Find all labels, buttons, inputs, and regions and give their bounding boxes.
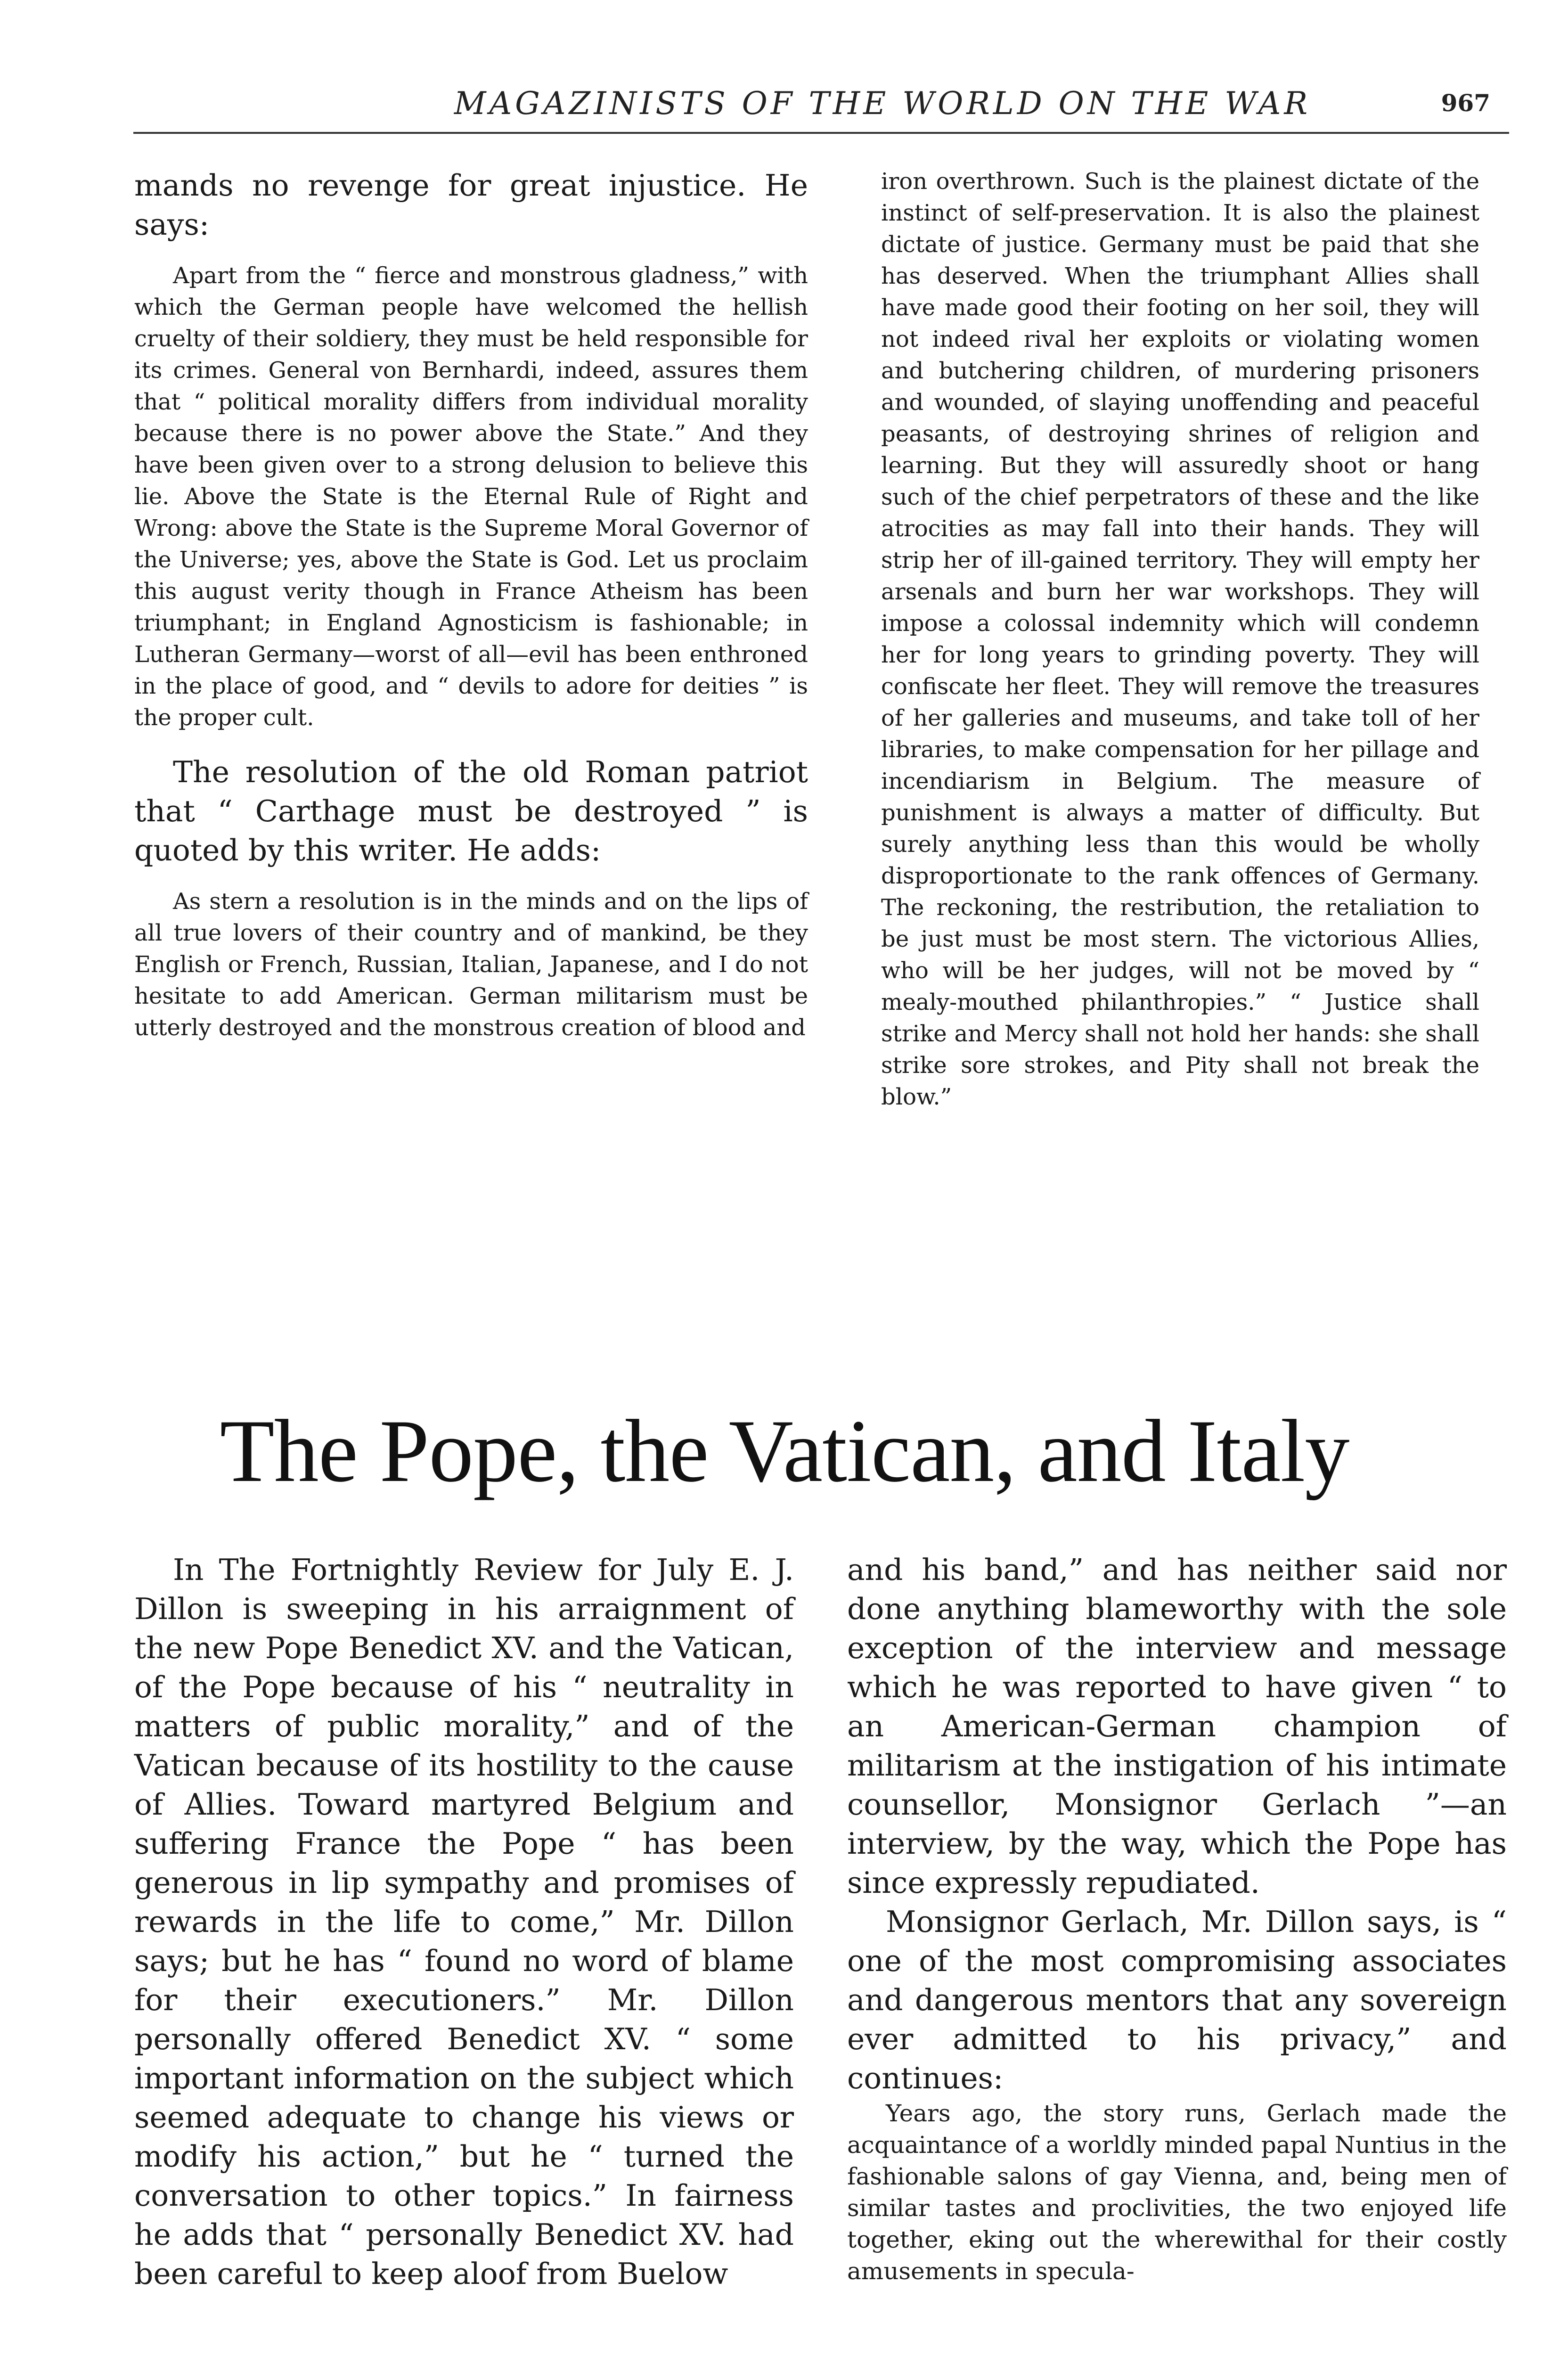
upper-left-column — [134, 166, 808, 1044]
page-number: 967 — [1441, 89, 1490, 117]
block-quote-continued: iron overthrown. Such is the plainest dictate of the instinct of self-preservation. It is also the plainest dictate of justice. Germany must be paid that she has deserved. When the triumphant Allies shall have made good their footing on her soil, they will not indeed rival her exploits or violating women and butchering children, of murdering prisoners and wounded, of slaying unoffending and peaceful peasants, of destroying shrines of religion and learning. But they will assuredly shoot or hang such of the chief perpetrators of these and the like atrocities as may fall into their hands. They will strip her of ill-gained territory. They will empty her arsenals and burn her war workshops. They will impose a colossal indemnity which will condemn her for long years to grinding poverty. They will confiscate her fleet. They will remove the treasures of her galleries and museums, and take toll of her libraries, to make compensation for her pillage and incendiarism in Belgium. The measure of punishment is always a matter of difficulty. But surely anything less than this would be wholly disproportionate to the rank offences of Germany. The reckoning, the restribution, the retaliation to be just must be most stern. The victorious Allies, who will be her judges, will not be moved by “ mealy-mouthed philanthropies.” “ Justice shall strike and Mercy shall not hold her hands: she shall strike sore strokes, and Pity shall not break the blow.” — [881, 168, 1479, 1110]
running-header — [133, 80, 1509, 134]
continued-paragraph: mands no revenge for great injustice. He says: — [134, 168, 808, 242]
running-header-title: MAGAZINISTS OF THE WORLD ON THE WAR — [454, 85, 1311, 122]
body-paragraph: The resolution of the old Roman patriot that “ Carthage must be destroyed ” is quoted by this writer. He adds: — [134, 755, 808, 867]
upper-right-column — [881, 166, 1479, 1113]
article-left-column — [134, 1550, 794, 2293]
block-quote: Years ago, the story runs, Gerlach made the acquaintance of a worldly minded papal Nuntius in the fashionable salons of gay Vienna, and, being men of similar tastes and proclivities, the two enjoyed life together, eking out the wherewithal for their costly amusements in specula- — [847, 2100, 1507, 2285]
article-paragraph: and his band,” and has neither said nor done anything blameworthy with the sole exception of the interview and message which he was reported to have given “ to an American-German champion of militarism at the instigation of his intimate counsellor, Monsignor Gerlach ”—an interview, by the way, which the Pope has since expressly repudiated. — [847, 1553, 1507, 1900]
block-quote: As stern a resolution is in the minds and on the lips of all true lovers of their country and of mankind, be they English or French, Russian, Italian, Japanese, and I do not hesitate to add American. German militarism must be utterly destroyed and the monstrous creation of blood and — [134, 888, 808, 1041]
article-right-column — [847, 1550, 1507, 2287]
article-paragraph: Monsignor Gerlach, Mr. Dillon says, is “ one of the most compromising associates and dangerous mentors that any sovereign ever admitted to his privacy,” and continues: — [847, 1905, 1507, 2095]
article-paragraph: In The Fortnightly Review for July E. J. Dillon is sweeping in his arraignment of the new Pope Benedict XV. and the Vatican, of the Pope because of his “ neutrality in matters of public morality,” and of the Vatican because of its hostility to the cause of Allies. Toward martyred Belgium and suffering France the Pope “ has been generous in lip sympathy and promises of rewards in the life to come,” Mr. Dillon says; but he has “ found no word of blame for their executioners.” Mr. Dillon personally offered Benedict XV. “ some important information on the subject which seemed adequate to change his views or modify his action,” but he “ turned the conversation to other topics.” In fairness he adds that “ personally Benedict XV. had been careful to keep aloof from Buelow — [134, 1553, 794, 2291]
article-headline: The Pope, the Vatican, and Italy — [220, 1402, 1349, 1501]
block-quote: Apart from the “ fierce and monstrous gladness,” with which the German people have welcomed the hellish cruelty of their soldiery, they must be held responsible for its crimes. General von Bernhardi, indeed, assures them that “ political morality differs from individual morality because there is no power above the State.” And they have been given over to a strong delusion to believe this lie. Above the State is the Eternal Rule of Right and Wrong: above the State is the Supreme Moral Governor of the Universe; yes, above the State is God. Let us proclaim this august verity though in France Atheism has been triumphant; in England Agnosticism is fashionable; in Lutheran Germany—worst of all—evil has been enthroned in the place of good, and “ devils to adore for deities ” is the proper cult. — [134, 262, 808, 731]
